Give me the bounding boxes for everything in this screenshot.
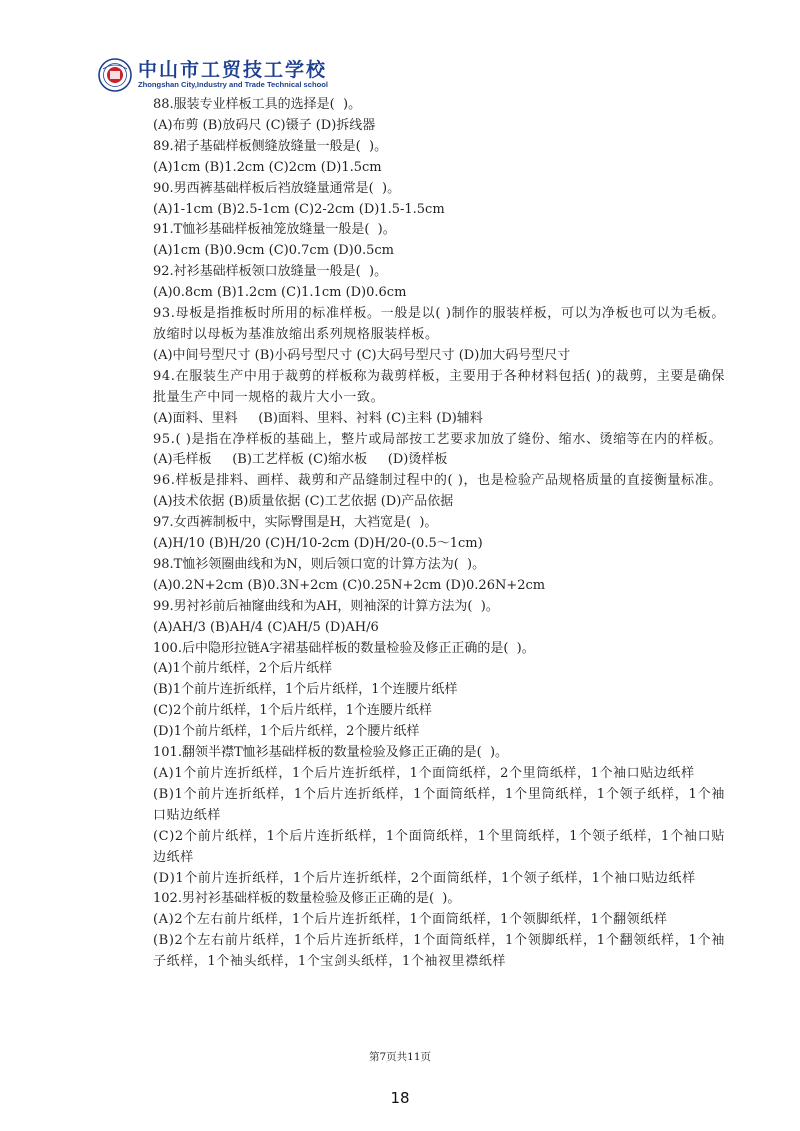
question-100-option-a: (A)1个前片纸样，2个后片纸样 bbox=[153, 661, 333, 677]
question-91: 91.T恤衫基础样板袖笼放缝量一般是( )。 bbox=[153, 222, 396, 238]
question-91-options: (A)1cm (B)0.9cm (C)0.7cm (D)0.5cm bbox=[153, 243, 395, 259]
question-101-option-c: (C)2个前片纸样，1个后片连折纸样，1个面筒纸样，1个里筒纸样，1个领子纸样，1个袖口贴边纸样 bbox=[153, 828, 725, 865]
question-98-options: (A)0.2N+2cm (B)0.3N+2cm (C)0.25N+2cm (D)0.26N+2cm bbox=[153, 577, 546, 593]
question-98: 98.T恤衫领圈曲线和为N，则后领口宽的计算方法为( )。 bbox=[153, 556, 486, 572]
question-100-option-b: (B)1个前片连折纸样，1个后片纸样，1个连腰片纸样 bbox=[153, 682, 458, 698]
question-100-option-c: (C)2个前片纸样，1个后片纸样，1个连腰片纸样 bbox=[153, 703, 432, 719]
question-88: 88.服装专业样板工具的选择是( )。 bbox=[153, 97, 362, 112]
question-97: 97.女西裤制板中，实际臀围是H，大裆宽是( )。 bbox=[153, 515, 438, 531]
question-89: 89.裙子基础样板侧缝放缝量一般是( )。 bbox=[153, 138, 388, 154]
school-logo-icon bbox=[98, 58, 132, 92]
question-92-options: (A)0.8cm (B)1.2cm (C)1.1cm (D)0.6cm bbox=[153, 285, 407, 301]
question-92: 92.衬衫基础样板领口放缝量一般是( )。 bbox=[153, 264, 388, 280]
question-88-options: (A)布剪 (B)放码尺 (C)镊子 (D)拆线器 bbox=[153, 117, 376, 133]
school-name-en: Zhongshan City,Industry and Trade Technical school bbox=[138, 80, 329, 89]
question-90: 90.男西裤基础样板后裆放缝量通常是( )。 bbox=[153, 180, 401, 196]
question-list bbox=[153, 95, 725, 973]
question-94: 94.在服装生产中用于裁剪的样板称为裁剪样板，主要用于各种材料包括( )的裁剪，主要是确保批量生产中同一规格的裁片大小一致。 bbox=[153, 368, 725, 405]
question-101-option-b: (B)1个前片连折纸样，1个后片连折纸样，1个面筒纸样，1个里筒纸样，1个领子纸样，1个袖口贴边纸样 bbox=[153, 786, 725, 823]
question-102-option-b: (B)2个左右前片纸样，1个后片连折纸样，1个面筒纸样，1个领脚纸样，1个翻领纸样，1个袖子纸样，1个袖头纸样，1个宝剑头纸样，1个袖衩里襟纸样 bbox=[153, 933, 725, 970]
page-info: 第7页共11页 bbox=[368, 1051, 432, 1063]
question-102-option-a: (A)2个左右前片纸样，1个后片连折纸样，1个面筒纸样，1个领脚纸样，1个翻领纸样 bbox=[153, 912, 668, 928]
question-99: 99.男衬衫前后袖窿曲线和为AH，则袖深的计算方法为( )。 bbox=[153, 598, 499, 614]
question-96: 96.样板是排料、画样、裁剪和产品缝制过程中的( )，也是检验产品规格质量的直接衡量标准。 bbox=[153, 473, 722, 489]
question-97-options: (A)H/10 (B)H/20 (C)H/10-2cm (D)H/20-(0.5～1cm) bbox=[153, 536, 483, 552]
question-94-options: (A)面料、里料 (B)面料、里料、衬料 (C)主料 (D)辅料 bbox=[153, 410, 483, 426]
question-101-option-d: (D)1个前片连折纸样，1个后片连折纸样，2个面筒纸样，1个领子纸样，1个袖口贴边纸样 bbox=[153, 870, 696, 886]
question-101-option-a: (A)1个前片连折纸样，1个后片连折纸样，1个面筒纸样，2个里筒纸样，1个袖口贴边纸样 bbox=[153, 766, 695, 781]
question-100: 100.后中隐形拉链A字裙基础样板的数量检验及修正正确的是( )。 bbox=[153, 640, 535, 656]
question-100-option-d: (D)1个前片纸样，1个后片纸样，2个腰片纸样 bbox=[153, 724, 420, 740]
question-95: 95.( )是指在净样板的基础上，整片或局部按工艺要求加放了缝份、缩水、烫缩等在内的样板。 bbox=[153, 431, 722, 447]
school-header bbox=[98, 55, 398, 95]
question-90-options: (A)1-1cm (B)2.5-1cm (C)2-2cm (D)1.5-1.5cm bbox=[153, 201, 445, 217]
question-101: 101.翻领半襟T恤衫基础样板的数量检验及修正正确的是( )。 bbox=[153, 745, 509, 761]
question-95-options: (A)毛样板 (B)工艺样板 (C)缩水板 (D)烫样板 bbox=[153, 452, 448, 468]
question-93: 93.母板是指推板时所用的标准样板。一般是以( )制作的服装样板，可以为净板也可以为毛板。放缩时以母板为基准放缩出系列规格服装样板。 bbox=[153, 306, 725, 342]
page-number: 18 bbox=[390, 1089, 410, 1107]
question-96-options: (A)技术依据 (B)质量依据 (C)工艺依据 (D)产品依据 bbox=[153, 494, 454, 510]
question-102: 102.男衬衫基础样板的数量检验及修正正确的是( )。 bbox=[153, 891, 461, 907]
question-93-options: (A)中间号型尺寸 (B)小码号型尺寸 (C)大码号型尺寸 (D)加大码号型尺寸 bbox=[153, 347, 571, 363]
question-99-options: (A)AH/3 (B)AH/4 (C)AH/5 (D)AH/6 bbox=[153, 619, 379, 635]
school-name-cn: 中山市工贸技工学校 bbox=[138, 59, 328, 81]
question-89-options: (A)1cm (B)1.2cm (C)2cm (D)1.5cm bbox=[153, 159, 382, 175]
